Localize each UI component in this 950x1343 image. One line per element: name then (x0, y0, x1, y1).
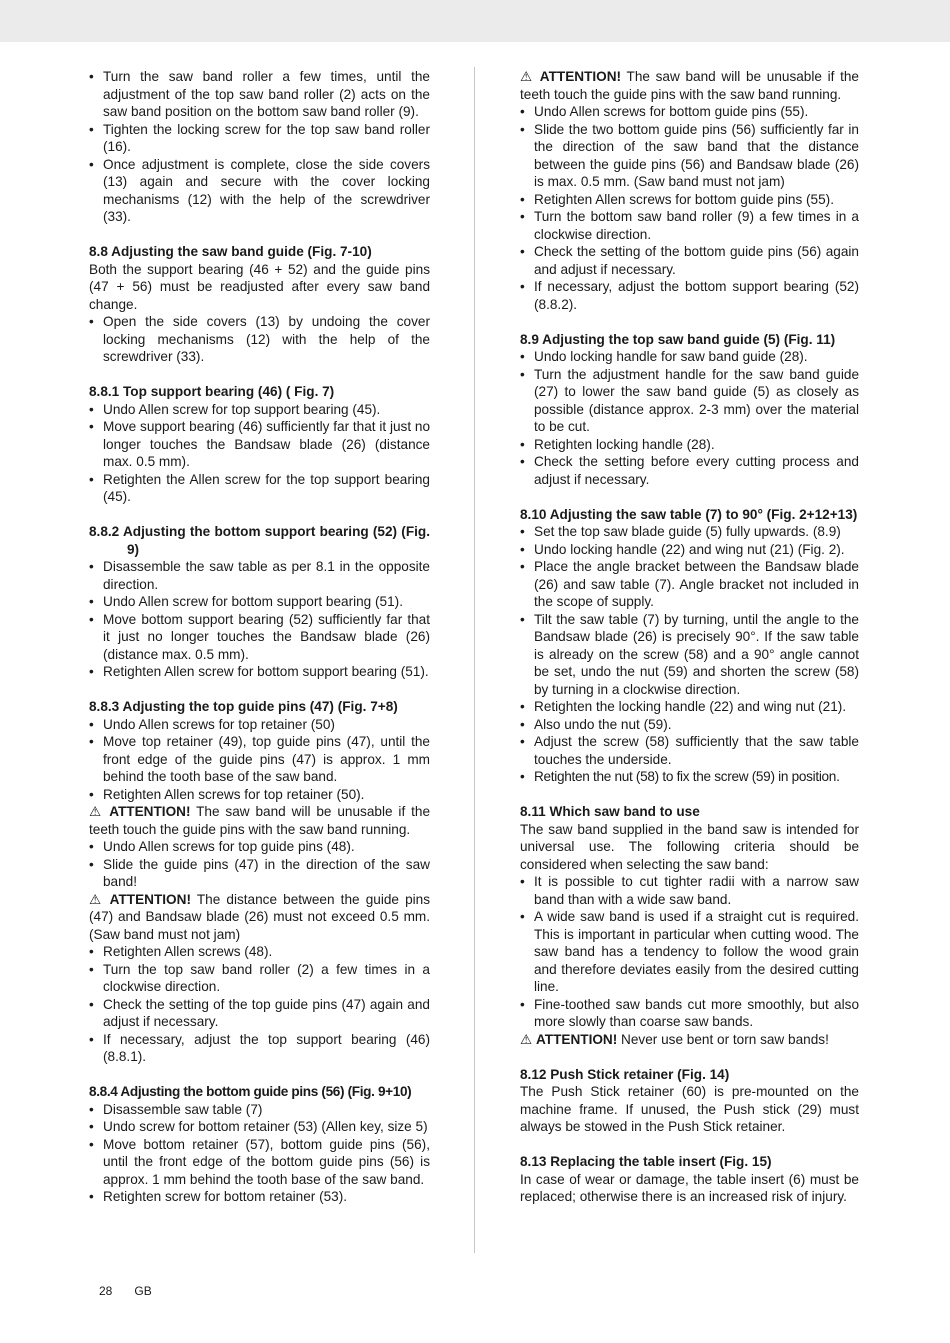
list-item: • Slide the two bottom guide pins (56) sufficiently far in the direction of the saw band that the distance between the guide pins (56) and Bandsaw blade (26) is max. 0.5 mm. (Saw band must not jam) (520, 121, 859, 191)
list-item: • Retighten Allen screws for bottom guide pins (55). (520, 191, 859, 209)
list-item: • Undo locking handle for saw band guide (28). (520, 348, 859, 366)
section-heading: 8.8.2 Adjusting the bottom support bearing (52) (Fig. 9) (89, 524, 430, 557)
list-item: • Retighten locking handle (28). (520, 436, 859, 454)
list-item: • Undo Allen screws for bottom guide pins (55). (520, 103, 859, 121)
list-item: • Set the top saw blade guide (5) fully upwards. (8.9) (520, 523, 859, 541)
bullet-list (520, 523, 859, 786)
list-item: • Check the setting of the bottom guide pins (56) again and adjust if necessary. (520, 243, 859, 278)
list-item: • Undo Allen screw for bottom support bearing (51). (89, 593, 430, 611)
bullet-list (89, 943, 430, 1066)
list-item: • Turn the adjustment handle for the saw band guide (27) to lower the saw band guide (5) as closely as possible (distance approx. 2-3 mm) over the material to be cut. (520, 366, 859, 436)
paragraph: The saw band supplied in the band saw is intended for universal use. The following criteria should be considered when selecting the saw band: (520, 821, 859, 872)
bullet-list (89, 1101, 430, 1206)
list-item: • Retighten Allen screw for bottom support bearing (51). (89, 663, 430, 681)
section-heading: 8.8.3 Adjusting the top guide pins (47) (Fig. 7+8) (89, 699, 398, 714)
list-item: • Adjust the screw (58) sufficiently that the saw table touches the underside. (520, 733, 859, 768)
list-item: • Undo Allen screws for top guide pins (48). (89, 838, 430, 856)
list-item: • Undo locking handle (22) and wing nut (21) (Fig. 2). (520, 541, 859, 559)
list-item: • Retighten the Allen screw for the top support bearing (45). (89, 471, 430, 506)
list-item: • A wide saw band is used if a straight cut is required. This is important in particular when cutting wood. The saw band has a tendency to follow the wood grain and therefore deviates easily from the desired cutting line. (520, 908, 859, 996)
section-heading: 8.9 Adjusting the top saw band guide (5) (Fig. 11) (520, 331, 836, 347)
list-item: • If necessary, adjust the bottom support bearing (52) (8.8.2). (520, 278, 859, 313)
attention-text: The saw band will be unusable if the teeth touch the guide pins with the saw band running. (89, 804, 431, 837)
bullet-list (520, 348, 859, 488)
list-item: • Move top retainer (49), top guide pins (47), until the front edge of the guide pins (47) is approx. 1 mm behind the tooth base of the saw band. (89, 733, 430, 786)
list-item: • Place the angle bracket between the Bandsaw blade (26) and saw table (7). Angle bracket not included in the scope of supply. (520, 558, 859, 611)
bullet-list (89, 558, 430, 681)
attention-text: Never use bent or torn saw bands! (621, 1031, 829, 1047)
section-8-8-3 (89, 698, 430, 1066)
list-item: • Move support bearing (46) sufficiently far that it just no longer touches the Bandsaw blade (26) (distance max. 0.5 mm). (89, 418, 430, 471)
attention-label: ATTENTION! (109, 891, 191, 907)
section-8-12 (520, 1066, 859, 1136)
language-code: GB (134, 1284, 152, 1298)
list-item: • Disassemble the saw table as per 8.1 in the opposite direction. (89, 558, 430, 593)
list-item: • Move bottom retainer (57), bottom guide pins (56), until the front edge of the bottom guide pins (56) is approx. 1 mm behind the tooth base of the saw band. (89, 1136, 430, 1189)
list-item: • Slide the guide pins (47) in the direction of the saw band! (89, 856, 430, 891)
list-item: • Turn the top saw band roller (2) a few times in a clockwise direction. (89, 961, 430, 996)
column-divider (474, 67, 475, 1253)
list-item: • Retighten Allen screws (48). (89, 943, 430, 961)
list-item: • Check the setting before every cutting process and adjust if necessary. (520, 453, 859, 488)
attention-text: The saw band will be unusable if the teeth touch the guide pins with the saw band running. (520, 69, 859, 102)
section-heading: 8.8.1 Top support bearing (46) ( Fig. 7) (89, 384, 335, 399)
section-8-8-1 (89, 383, 430, 506)
list-item: • Undo Allen screws for top retainer (50) (89, 716, 430, 734)
attention-note (520, 1031, 859, 1049)
bullet-list (89, 838, 430, 891)
list-item: • Once adjustment is complete, close the side covers (13) again and secure with the cover locking mechanisms (12) with the help of the screwdriver (33). (89, 156, 430, 226)
section-heading: 8.12 Push Stick retainer (Fig. 14) (520, 1066, 730, 1082)
bullet-list (520, 873, 859, 1031)
attention-note (89, 803, 430, 838)
paragraph: Both the support bearing (46 + 52) and the guide pins (47 + 56) must be readjusted after every saw band change. (89, 261, 430, 312)
section-8-11 (520, 803, 859, 1048)
right-column (520, 68, 859, 1206)
attention-label: ATTENTION! (535, 1031, 618, 1047)
list-item: • Open the side covers (13) by undoing the cover locking mechanisms (12) with the help of the screwdriver (33). (89, 313, 430, 366)
bullet-list (89, 716, 430, 804)
list-item: • Undo screw for bottom retainer (53) (Allen key, size 5) (89, 1118, 430, 1136)
section-heading: 8.8.4 Adjusting the bottom guide pins (56) (Fig. 9+10) (89, 1084, 412, 1099)
list-item: • Tighten the locking screw for the top saw band roller (16). (89, 121, 430, 156)
section-8-9 (520, 331, 859, 489)
list-item: • Undo Allen screw for top support bearing (45). (89, 401, 430, 419)
list-item: • It is possible to cut tighter radii with a narrow saw band than with a wide saw band. (520, 873, 859, 908)
list-item: • Check the setting of the top guide pins (47) again and adjust if necessary. (89, 996, 430, 1031)
section-8-8 (89, 243, 430, 366)
section-8-8-4-continued (520, 68, 859, 313)
warning-triangle-icon: ⚠ (89, 804, 104, 819)
list-item: • Tilt the saw table (7) by turning, until the angle to the Bandsaw blade (26) is precisely 90°. If the saw table is already on the screw (58) and a 90° angle cannot be set, undo the nut (59) and shorten the screw (58) by turning in a clockwise direction. (520, 611, 859, 699)
list-item: • Retighten screw for bottom retainer (53). (89, 1188, 430, 1206)
list-item: • Turn the saw band roller a few times, until the adjustment of the top saw band roller (2) acts on the saw band position on the bottom saw band roller (9). (89, 68, 430, 121)
attention-note (89, 891, 430, 944)
bullet-list (89, 401, 430, 506)
attention-label: ATTENTION! (539, 69, 622, 84)
attention-note (520, 68, 859, 103)
list-item: • Fine-toothed saw bands cut more smoothly, but also more slowly than coarse saw bands. (520, 996, 859, 1031)
list-item: • Retighten Allen screws for top retainer (50). (89, 786, 430, 804)
list-item: • Turn the bottom saw band roller (9) a few times in a clockwise direction. (520, 208, 859, 243)
list-item: • Also undo the nut (59). (520, 716, 859, 734)
bullet-list (89, 313, 430, 366)
list-item: • If necessary, adjust the top support bearing (46) (8.8.1). (89, 1031, 430, 1066)
section-heading: 8.13 Replacing the table insert (Fig. 15) (520, 1154, 772, 1169)
header-band (0, 0, 950, 42)
list-item: • Move bottom support bearing (52) sufficiently far that it just no longer touches the Bandsaw blade (26) (distance max. 0.5 mm). (89, 611, 430, 664)
section-8-13 (520, 1153, 859, 1206)
section-heading: 8.11 Which saw band to use (520, 804, 700, 819)
list-item: • Retighten the locking handle (22) and wing nut (21). (520, 698, 859, 716)
warning-triangle-icon: ⚠ (89, 891, 104, 907)
section-heading: 8.10 Adjusting the saw table (7) to 90° (Fig. 2+12+13) (520, 506, 858, 522)
page-footer (99, 1284, 152, 1298)
list-item: • Disassemble saw table (7) (89, 1101, 430, 1119)
warning-triangle-icon: ⚠ (520, 1031, 533, 1047)
intro-list (89, 68, 430, 226)
intro-section (89, 68, 430, 226)
list-item: • Retighten the nut (58) to fix the screw (59) in position. (520, 768, 859, 786)
section-8-10 (520, 506, 859, 786)
section-heading: 8.8 Adjusting the saw band guide (Fig. 7-10) (89, 244, 372, 259)
bullet-list (520, 103, 859, 313)
section-8-8-4 (89, 1083, 430, 1206)
attention-text: The distance between the guide pins (47) and Bandsaw blade (26) must not exceed 0.5 mm. (Saw band must not jam) (89, 891, 431, 942)
warning-triangle-icon: ⚠ (520, 69, 535, 84)
section-8-8-2 (89, 523, 430, 681)
attention-label: ATTENTION! (109, 804, 191, 819)
page-number: 28 (99, 1284, 113, 1298)
paragraph: The Push Stick retainer (60) is pre-mounted on the machine frame. If unused, the Push stick (29) must always be stowed in the Push Stick retainer. (520, 1084, 859, 1134)
left-column (89, 68, 430, 1206)
paragraph: In case of wear or damage, the table insert (6) must be replaced; otherwise there is an increased risk of injury. (520, 1171, 859, 1204)
